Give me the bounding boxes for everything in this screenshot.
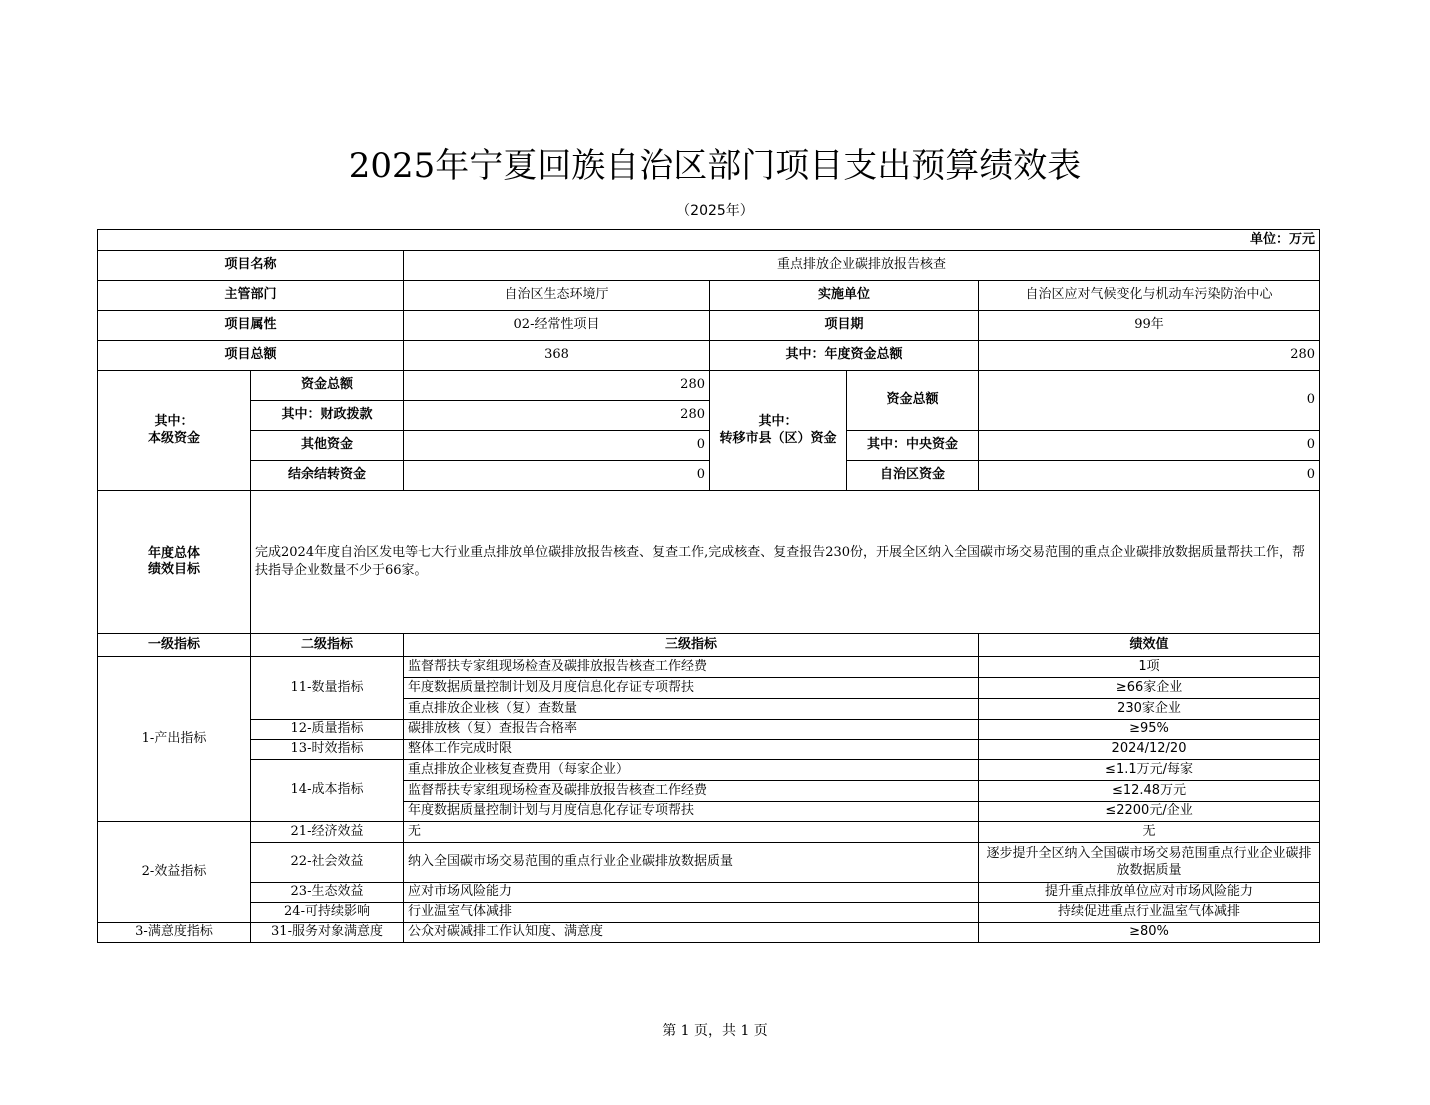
benefit-indicator: 2-效益指标 — [98, 822, 251, 923]
level3-item: 年度数据质量控制计划与月度信息化存证专项帮扶 — [404, 802, 979, 822]
social-indicator: 22-社会效益 — [251, 843, 404, 883]
service-indicator: 31-服务对象满意度 — [251, 923, 404, 943]
level3-item: 行业温室气体减排 — [404, 903, 979, 923]
annual-label: 其中：年度资金总额 — [710, 341, 979, 371]
total-value: 368 — [404, 341, 710, 371]
attr-label: 项目属性 — [98, 311, 404, 341]
local-total-label: 资金总额 — [251, 371, 404, 401]
output-indicator: 1-产出指标 — [98, 657, 251, 822]
page-subtitle: （2025年） — [676, 203, 754, 219]
impl-label: 实施单位 — [710, 281, 979, 311]
table-row — [98, 923, 1320, 943]
timeliness-indicator: 13-时效指标 — [251, 740, 404, 760]
level2-header: 二级指标 — [251, 634, 404, 657]
value-item: 230家企业 — [979, 699, 1320, 720]
carry-value: 0 — [404, 461, 710, 491]
carry-label: 结余结转资金 — [251, 461, 404, 491]
level3-item: 公众对碳减排工作认知度、满意度 — [404, 923, 979, 943]
other-label: 其他资金 — [251, 431, 404, 461]
table-row — [98, 740, 1320, 760]
value-item: ≥80% — [979, 923, 1320, 943]
period-value: 99年 — [979, 311, 1320, 341]
value-item: 2024/12/20 — [979, 740, 1320, 760]
value-item: ≥66家企业 — [979, 678, 1320, 699]
level3-item: 年度数据质量控制计划及月度信息化存证专项帮扶 — [404, 678, 979, 699]
eco-indicator: 23-生态效益 — [251, 883, 404, 903]
table-row — [98, 843, 1320, 883]
satisfaction-indicator: 3-满意度指标 — [98, 923, 251, 943]
funds-row-3 — [98, 431, 1320, 461]
transfer-total-label: 资金总额 — [847, 371, 979, 431]
budget-performance-table — [97, 229, 1320, 943]
quantity-indicator: 11-数量指标 — [251, 657, 404, 720]
sustain-indicator: 24-可持续影响 — [251, 903, 404, 923]
local-funds-label: 其中： 本级资金 — [98, 371, 251, 491]
level3-item: 重点排放企业核复查费用（每家企业） — [404, 760, 979, 781]
project-name-label: 项目名称 — [98, 251, 404, 281]
total-row — [98, 341, 1320, 371]
transfer-total-value: 0 — [979, 371, 1320, 431]
table-row — [98, 657, 1320, 678]
attr-value: 02-经常性项目 — [404, 311, 710, 341]
value-item: 持续促进重点行业温室气体减排 — [979, 903, 1320, 923]
value-item: ≤2200元/企业 — [979, 802, 1320, 822]
central-value: 0 — [979, 431, 1320, 461]
level1-header: 一级指标 — [98, 634, 251, 657]
value-header: 绩效值 — [979, 634, 1320, 657]
page-footer: 第 1 页，共 1 页 — [662, 1023, 768, 1039]
value-item: 逐步提升全区纳入全国碳市场交易范围重点行业企业碳排放数据质量 — [979, 843, 1320, 883]
table-row — [98, 883, 1320, 903]
value-item: ≤1.1万元/每家 — [979, 760, 1320, 781]
goal-label: 年度总体 绩效目标 — [98, 491, 251, 634]
region-label: 自治区资金 — [847, 461, 979, 491]
value-item: 提升重点排放单位应对市场风险能力 — [979, 883, 1320, 903]
attr-row — [98, 311, 1320, 341]
total-label: 项目总额 — [98, 341, 404, 371]
level3-item: 无 — [404, 822, 979, 843]
project-name-row — [98, 251, 1320, 281]
table-row — [98, 903, 1320, 923]
table-row — [98, 822, 1320, 843]
level3-item: 应对市场风险能力 — [404, 883, 979, 903]
funds-row-1 — [98, 371, 1320, 401]
impl-value: 自治区应对气候变化与机动车污染防治中心 — [979, 281, 1320, 311]
value-item: ≥95% — [979, 720, 1320, 740]
table-row — [98, 760, 1320, 781]
value-item: 1项 — [979, 657, 1320, 678]
goal-row — [98, 491, 1320, 634]
level3-item: 整体工作完成时限 — [404, 740, 979, 760]
dept-row — [98, 281, 1320, 311]
dept-value: 自治区生态环境厅 — [404, 281, 710, 311]
project-name-value: 重点排放企业碳排放报告核查 — [404, 251, 1320, 281]
level3-item: 重点排放企业核（复）查数量 — [404, 699, 979, 720]
local-total-value: 280 — [404, 371, 710, 401]
goal-text: 完成2024年度自治区发电等七大行业重点排放单位碳排放报告核查、复查工作,完成核查、复查报告230份，开展全区纳入全国碳市场交易范围的重点企业碳排放数据质量帮扶工作，帮扶指导企业数量不少于66家。 — [251, 491, 1320, 634]
annual-value: 280 — [979, 341, 1320, 371]
economic-indicator: 21-经济效益 — [251, 822, 404, 843]
level3-item: 碳排放核（复）查报告合格率 — [404, 720, 979, 740]
central-label: 其中：中央资金 — [847, 431, 979, 461]
transfer-funds-label: 其中： 转移市县（区）资金 — [710, 371, 847, 491]
region-value: 0 — [979, 461, 1320, 491]
level3-item: 监督帮扶专家组现场检查及碳排放报告核查工作经费 — [404, 657, 979, 678]
quality-indicator: 12-质量指标 — [251, 720, 404, 740]
fiscal-value: 280 — [404, 401, 710, 431]
level3-item: 监督帮扶专家组现场检查及碳排放报告核查工作经费 — [404, 781, 979, 802]
unit-row — [98, 230, 1320, 251]
other-value: 0 — [404, 431, 710, 461]
table-row — [98, 720, 1320, 740]
cost-indicator: 14-成本指标 — [251, 760, 404, 822]
indicator-header-row — [98, 634, 1320, 657]
unit-label: 单位：万元 — [98, 230, 1320, 251]
page-title: 2025年宁夏回族自治区部门项目支出预算绩效表 — [348, 146, 1082, 186]
period-label: 项目期 — [710, 311, 979, 341]
level3-item: 纳入全国碳市场交易范围的重点行业企业碳排放数据质量 — [404, 843, 979, 883]
funds-row-4 — [98, 461, 1320, 491]
level3-header: 三级指标 — [404, 634, 979, 657]
value-item: 无 — [979, 822, 1320, 843]
dept-label: 主管部门 — [98, 281, 404, 311]
fiscal-label: 其中：财政拨款 — [251, 401, 404, 431]
value-item: ≤12.48万元 — [979, 781, 1320, 802]
